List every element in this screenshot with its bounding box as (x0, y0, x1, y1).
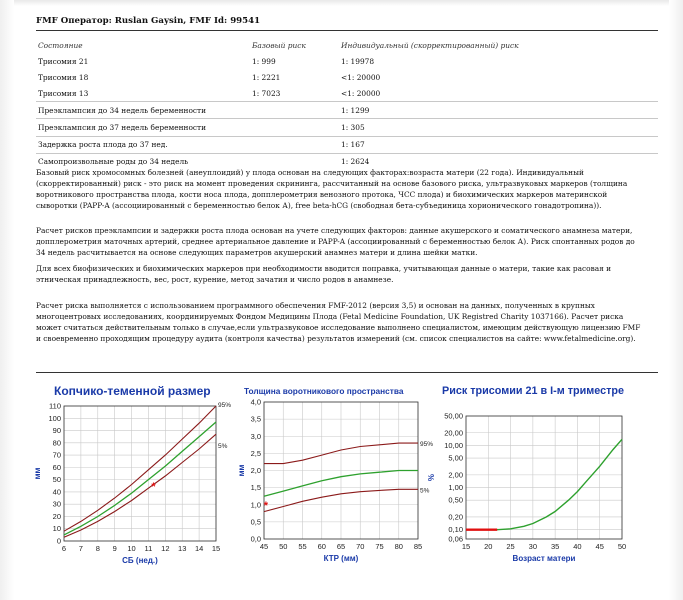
individual-risk-cell: 1: 1299 (339, 102, 658, 119)
x-tick-label: 11 (144, 544, 153, 553)
base-risk-cell (250, 102, 339, 119)
x-tick-label: 10 (127, 544, 136, 553)
percentile-label: 5% (420, 487, 430, 495)
col-condition: Состояние (38, 40, 83, 50)
base-risk-cell (250, 136, 339, 153)
x-tick-label: 65 (336, 542, 346, 551)
page-shadow-left (0, 0, 14, 600)
x-tick-label: 8 (95, 544, 100, 553)
page-shadow-top (0, 0, 683, 6)
individual-risk-cell: 1: 305 (339, 119, 658, 136)
y-tick-label: 2,00 (448, 470, 463, 480)
y-tick-label: 10 (52, 524, 61, 534)
y-tick-label: 0,06 (448, 534, 463, 544)
t21-risk-chart (422, 398, 642, 574)
x-tick-label: 25 (506, 542, 515, 551)
y-tick-label: 1,0 (250, 500, 261, 510)
percentile-label: 95% (420, 441, 434, 449)
y-tick-label: 4,0 (250, 398, 261, 407)
y-tick-label: 100 (48, 413, 61, 423)
table-row (36, 85, 658, 102)
x-tick-label: 12 (161, 544, 170, 553)
percentile-label: 95% (218, 402, 232, 409)
y-tick-label: 1,00 (448, 483, 463, 493)
y-tick-label: 50 (52, 475, 61, 485)
plot-frame (64, 406, 216, 541)
individual-risk-cell: 1: 167 (339, 136, 658, 153)
y-tick-label: 20 (52, 511, 61, 521)
operator-header: FMF Оператор: Ruslan Gaysin, FMF Id: 99541 (36, 16, 261, 26)
plot-frame (466, 416, 622, 539)
y-tick-label: 0,5 (250, 517, 261, 527)
x-axis-label: Возраст матери (512, 554, 576, 563)
y-tick-label: 3,5 (250, 414, 261, 424)
y-axis-label: % (427, 473, 436, 482)
individual-risk-cell: <1: 20000 (341, 88, 381, 98)
y-tick-label: 0,0 (250, 534, 261, 544)
condition-cell: Трисомия 13 (38, 88, 89, 98)
condition-cell: Задержка роста плода до 37 нед. (36, 136, 250, 153)
base-risk-cell (250, 119, 339, 136)
condition-cell: Преэклампсия до 37 недель беременности (36, 119, 250, 136)
base-risk-cell: 1: 2221 (252, 72, 281, 82)
individual-risk-cell: 1: 2624 (339, 153, 658, 170)
y-tick-label: 3,0 (250, 431, 261, 441)
marker-correction-note: Для всех биофизических и биохимических маркеров при необходимости вводится поправка, учитывающая данные о матери, такие как расовая и этническая принадлежность, вес, рост, курение, метод зачатия и число родов в анамнезе. (36, 264, 612, 285)
base-risk-cell: 1: 7023 (252, 88, 281, 98)
x-tick-label: 50 (279, 542, 288, 551)
percentile-label: 5% (218, 443, 228, 451)
base-risk-explanation: Базовый риск хромосомных болезней (анеуплоидий) у плода основан на следующих факторах:возраста матери (22 года). Индивидуальный (скорректированный) риск - это риск на момент проведения скрининга, рассчитанный на основе базового риска, ультразвуковых маркеров (толщина воротникового пространства плода, кости носа плода, допплерометрия венозного протока, ЧСС плода) и биохимических маркеров материнской сыворотки (PAPP-A (ассоциированный с беременностью белок А), free beta-hCG (свободная бета-субъединица хорионического гонадотропина)). (36, 168, 628, 211)
condition-cell: Трисомия 18 (38, 72, 89, 82)
page-shadow-right (669, 0, 683, 600)
x-axis-label: КТР (мм) (323, 554, 359, 563)
x-tick-label: 20 (484, 542, 493, 551)
y-tick-label: 0,20 (448, 512, 463, 522)
t21-chart-title: Риск трисомии 21 в I-м триместре (442, 385, 624, 397)
risk-table (36, 37, 658, 170)
preeclampsia-explanation: Расчет рисков преэклампсии и задержки роста плода основан на учете следующих факторов: данные акушерского и соматического анамнеза матери, допплерометрия маточных артерий, среднее артериальное давление и PAPP-A (ассоциированный с беременностью белок А). Риск спонтанных родов до 34 недель расчитывается на основе следующих параметров акушерский анамнез матери и длина шейки матки. (36, 226, 635, 258)
series-line-risk (466, 439, 622, 529)
measurement-marker: * (263, 499, 269, 512)
x-tick-label: 70 (356, 542, 365, 551)
x-tick-label: 40 (573, 542, 582, 551)
x-tick-label: 6 (61, 544, 67, 553)
col-base-risk: Базовый риск (252, 40, 306, 50)
table-row (36, 119, 658, 136)
y-tick-label: 50,00 (444, 411, 463, 421)
x-tick-label: 7 (78, 544, 83, 553)
table-row (36, 136, 658, 153)
y-tick-label: 20,00 (444, 428, 463, 438)
x-tick-label: 15 (461, 542, 471, 551)
y-axis-label: мм (237, 464, 246, 477)
charts-divider (36, 372, 658, 373)
x-tick-label: 15 (211, 544, 221, 553)
y-tick-label: 60 (52, 462, 61, 472)
nt-chart (236, 398, 438, 574)
x-tick-label: 45 (595, 542, 604, 551)
individual-risk-cell: 1: 19978 (341, 56, 375, 66)
y-tick-label: 2,5 (250, 448, 261, 458)
condition-cell: Трисомия 21 (38, 56, 89, 66)
y-tick-label: 30 (52, 499, 61, 509)
x-tick-label: 45 (259, 542, 269, 551)
individual-risk-cell: <1: 20000 (341, 72, 381, 82)
crl-chart (30, 398, 240, 574)
y-tick-label: 2,0 (250, 466, 261, 475)
y-tick-label: 70 (52, 450, 61, 460)
x-tick-label: 30 (528, 542, 538, 551)
x-tick-label: 75 (375, 542, 384, 551)
x-tick-label: 80 (394, 542, 403, 551)
y-tick-label: 80 (52, 438, 61, 448)
col-individual-risk: Индивидуальный (скорректированный) риск (341, 40, 519, 50)
y-tick-label: 5,00 (448, 453, 463, 463)
header-divider (36, 30, 658, 31)
measurement-marker: * (151, 480, 156, 493)
table-row (36, 102, 658, 119)
risk-table-header (36, 37, 658, 53)
x-tick-label: 13 (178, 544, 187, 553)
y-tick-label: 90 (52, 426, 61, 436)
nt-chart-title: Толщина воротникового пространства (244, 386, 404, 396)
x-tick-label: 9 (112, 544, 117, 553)
y-tick-label: 10,00 (444, 440, 463, 450)
software-note: Расчет риска выполняется с использованием программного обеспечения FMF-2012 (версия 3,5) и основан на данных, полученных в крупных многоцентровых исследованиях, координируемых Фондом Медицины Плода (Fetal Medicine Foundation, UK Registred Charity 1037166). Расчет риска может считаться действительным только в случае,если ультразвуковое исследование выполнено специалистом, имеющим действующую лицензию FMF и своевременно проходящим процедуру аудита (контроля качества) результатов измерений (см. список специалистов на сайте: www.fetalmedicine.org). (36, 301, 641, 344)
y-tick-label: 110 (49, 401, 61, 411)
condition-cell: Самопроизвольные роды до 34 недель (36, 153, 250, 170)
x-tick-label: 35 (550, 542, 560, 551)
x-tick-label: 60 (317, 542, 326, 551)
x-axis-label: СБ (нед.) (122, 556, 158, 565)
crl-chart-title: Копчико-теменной размер (54, 384, 211, 398)
base-risk-cell: 1: 999 (252, 56, 276, 66)
y-axis-label: мм (33, 467, 42, 480)
y-tick-label: 40 (52, 487, 61, 497)
table-row (36, 69, 658, 85)
y-tick-label: 0,50 (448, 495, 463, 505)
series-line-95pct (64, 406, 216, 531)
x-tick-label: 50 (617, 542, 627, 551)
x-tick-label: 85 (413, 542, 423, 551)
y-tick-label: 0 (56, 536, 61, 546)
x-tick-label: 14 (194, 544, 204, 553)
y-tick-label: 0,10 (448, 525, 463, 535)
x-tick-label: 55 (298, 542, 307, 551)
y-tick-label: 1,5 (250, 483, 261, 493)
table-row (36, 53, 658, 69)
condition-cell: Преэклампсия до 34 недель беременности (36, 102, 250, 119)
